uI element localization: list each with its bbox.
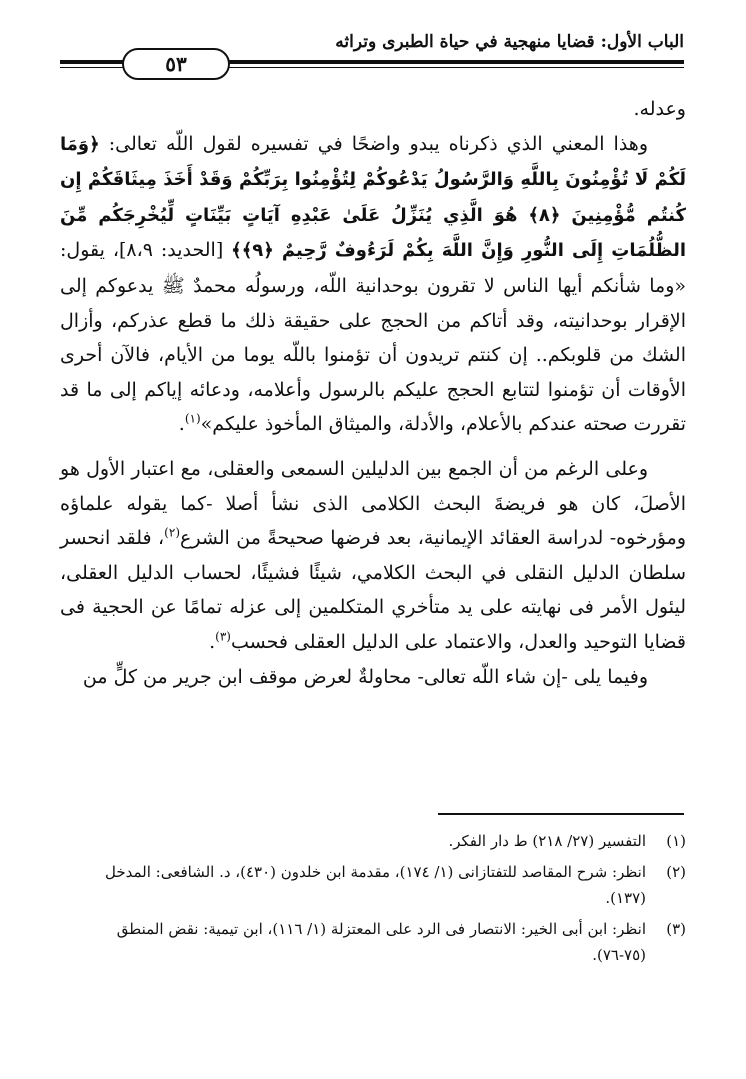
footnote-1 <box>60 828 686 855</box>
paragraph-3-end: . <box>209 630 216 653</box>
paragraph-2-intro: وهذا المعني الذي ذكرناه يبدو واضحًا في تفسيره لقول اللّه تعالى: <box>108 132 648 155</box>
footnote-3 <box>60 916 686 969</box>
paragraph-3 <box>60 452 686 660</box>
footnote-marker-3: (٣) <box>215 629 231 644</box>
footnote-separator <box>438 813 684 815</box>
page-number: ٥٣ <box>122 48 230 80</box>
footnotes <box>60 828 686 973</box>
footnote-number: (٢) <box>666 862 686 881</box>
footnote-number: (٣) <box>666 919 686 938</box>
footnote-text: انظر: ابن أبى الخير: الانتصار فى الرد على المعتزلة (١/ ١١٦)، ابن تيمية: نقض المنطق (٧٥-٧٦). <box>116 919 646 964</box>
body-text <box>60 92 686 694</box>
footnote-number: (١) <box>666 832 686 850</box>
footnote-text: التفسير (٢٧/ ٢١٨) ط دار الفكر. <box>448 832 646 850</box>
footnote-marker-1: (١) <box>184 412 201 427</box>
footnote-text: انظر: شرح المقاصد للتفتازانى (١/ ١٧٤)، مقدمة ابن خلدون (٤٣٠)، د. الشافعى: المدخل (١٣٧). <box>104 862 646 907</box>
paragraph-4: وفيما يلى -إن شاء اللّه تعالى- محاولةٌ لعرض موقف ابن جرير من كلٍّ من <box>82 665 648 688</box>
footnote-marker-2: (٢) <box>164 525 180 540</box>
verse-reference: [الحديد: ٨،٩]، <box>112 239 224 262</box>
paragraph-1: وعدله. <box>633 98 686 120</box>
footnote-2 <box>60 859 686 912</box>
running-title: الباب الأول: قضايا منهجية في حياة الطبرى وتراثه <box>335 32 684 52</box>
paragraph-2-end: . <box>178 413 185 436</box>
paragraph-3-part-a: وعلى الرغم من أن الجمع بين الدليلين السمعى والعقلى، مع اعتبار الأول هو الأصلَ، كان هو فريضةَ البحث الكلامى الذى نشأ أصلا -كما يقوله علماؤه ومؤرخوه- لدراسة العقائد الإيمانية، بعد فرضها صحيحةً من الشرع <box>60 457 686 550</box>
quran-verse: ﴿وَمَا لَكُمْ لَا تُؤْمِنُونَ بِاللَّهِ وَالرَّسُولُ يَدْعُوكُمْ لِتُؤْمِنُوا بِرَبِّكُمْ وَقَدْ أَخَذَ مِيثَاقَكُمْ إِن كُنتُم مُّؤْمِنِينَ ﴿٨﴾ هُوَ الَّذِي يُنَزِّلُ عَلَىٰ عَبْدِهِ آيَاتٍ بَيِّنَاتٍ لِّيُخْرِجَكُم مِّنَ الظُّلُمَاتِ إِلَى النُّورِ وَإِنَّ اللَّهَ بِكُمْ لَرَءُوفٌ رَّحِيمٌ ﴿٩﴾﴾ <box>60 133 687 262</box>
paragraph-3-part-b: ، فلقد انحسر سلطان الدليل النقلى في البحث الكلامي، شيئًا فشيئًا، لحساب الدليل العقلى، ليئول الأمر فى نهايته على يد متأخري المتكلمين إلى عزله تمامًا عن الحجية فى قضايا التوحيد والعدل، والاعتماد على الدليل العقلى فحسب <box>60 527 686 653</box>
paragraph-2-quote: يقول: «وما شأنكم أيها الناس لا تقرون بوحدانية اللّه، ورسولُه محمدٌ ﷺ يدعوكم إلى الإقرار بوحدانيته، وقد أتاكم من الحجج على حقيقة ذلك ما قطع عذركم، وأزال الشك من قلوبكم.. إن كنتم تريدون أن تؤمنوا باللّه يوما من الأيام، فالآن أحرى الأوقات أن تؤمنوا لتتابع الحجج عليكم بالرسول وأعلامه، ودعائه إياكم إلى ما قد تقررت صحته عندكم بالأعلام، والأدلة، والميثاق المأخوذ عليكم» <box>60 239 686 436</box>
paragraph-2 <box>60 127 686 442</box>
page-header <box>60 28 684 76</box>
